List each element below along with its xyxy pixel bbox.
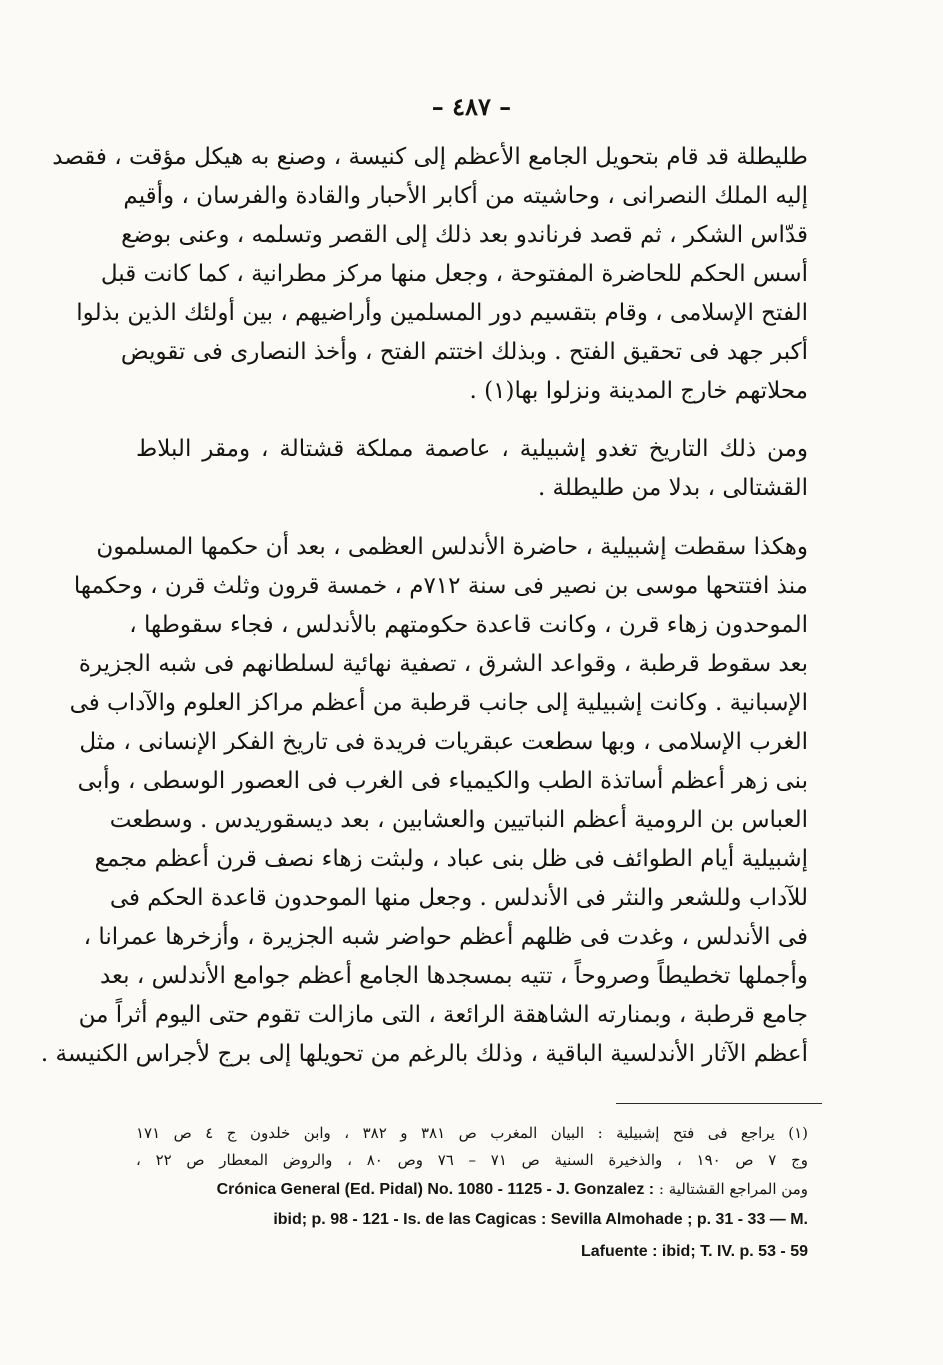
paragraph-1	[52, 138, 808, 411]
footnote-line: Lafuente : ibid; T. IV. p. 53 - 59	[580, 1243, 808, 1260]
footnote-arabic-text: ومن المراجع القشتالية :	[658, 1180, 808, 1198]
footnote-line: وج ٧ ص ١٩٠ ، والذخيرة السنية ص ٧١ – ٧٦ وص ٨٠ ، والروض المعطار ص ٢٢ ،	[136, 1151, 809, 1169]
footnotes	[136, 1120, 808, 1268]
text-line: أكبر جهد فى تحقيق الفتح . وبذلك اختتم الفتح ، وأخذ النصارى فى تقويض	[120, 339, 808, 365]
footnote-line: ibid; p. 98 - 121 - Is. de las Cagicas : Sevilla Almohade ; p. 31 - 33 — M.	[273, 1211, 808, 1228]
text-line: منذ افتتحها موسى بن نصير فى سنة ٧١٢م ، خمسة قرون وثلث قرن ، وحكمها	[73, 573, 808, 599]
footnote-line	[136, 1174, 808, 1204]
text-line: بنى زهر أعظم أساتذة الطب والكيمياء فى الغرب فى العصور الوسطى ، وأبى	[77, 768, 808, 794]
text-line: ومن ذلك التاريخ تغدو إشبيلية ، عاصمة مملكة قشتالة ، ومقر البلاط	[136, 436, 808, 462]
text-line: القشتالى ، بدلا من طليطلة .	[537, 475, 808, 501]
text-line: إليه الملك النصرانى ، وحاشيته من أكابر الأحبار والقادة والفرسان ، وأقيم	[123, 183, 808, 209]
text-line: إشبيلية أيام الطوائف فى ظل بنى عباد ، ولبثت زهاء نصف قرن أعظم مجمع	[94, 846, 808, 872]
footnote-divider	[616, 1103, 822, 1104]
text-line: الموحدون زهاء قرن ، وكانت قاعدة حكومتهم بالأندلس ، فجاء سقوطها ،	[129, 612, 808, 638]
paragraph-3	[40, 528, 808, 1074]
text-line: جامع قرطبة ، وبمنارته الشاهقة الرائعة ، التى مازالت تقوم حتى اليوم أثراً من	[78, 1002, 808, 1028]
footnote-line: (١) يراجع فى فتح إشبيلية : البيان المغرب ص ٣٨١ و ٣٨٢ ، وابن خلدون ج ٤ ص ١٧١	[136, 1124, 809, 1142]
footnote-latin-text: Crónica General (Ed. Pidal) No. 1080 - 1125 - J. Gonzalez :	[216, 1181, 655, 1198]
text-line: فى الأندلس ، وغدت فى ظلهم أعظم حواضر شبه الجزيرة ، وأزخرها عمرانا ،	[83, 924, 808, 950]
text-line: قدّاس الشكر ، ثم قصد فرناندو بعد ذلك إلى القصر وتسلمه ، وعنى بوضع	[121, 222, 808, 248]
text-line: الفتح الإسلامى ، وقام بتقسيم دور المسلمين وأراضيهم ، بين أولئك الذين بذلوا	[76, 300, 808, 326]
text-line: بعد سقوط قرطبة ، وقواعد الشرق ، تصفية نهائية لسلطانهم فى شبه الجزيرة	[78, 651, 808, 677]
text-line: العباس بن الرومية أعظم النباتيين والعشابين ، بعد ديسقوريدس . وسطعت	[109, 807, 808, 833]
text-line: وأجملها تخطيطاً وصروحاً ، تتيه بمسجدها الجامع أعظم جوامع الأندلس ، بعد	[99, 963, 808, 989]
text-line: وهكذا سقطت إشبيلية ، حاضرة الأندلس العظمى ، بعد أن حكمها المسلمون	[96, 534, 808, 560]
text-line: للآداب وللشعر والنثر فى الأندلس . وجعل منها الموحدون قاعدة الحكم فى	[109, 885, 808, 911]
text-line: أعظم الآثار الأندلسية الباقية ، وذلك بالرغم من تحويلها إلى برج لأجراس الكنيسة .	[40, 1041, 808, 1067]
text-line: محلاتهم خارج المدينة ونزلوا بها(١) .	[469, 378, 808, 404]
text-line: طليطلة قد قام بتحويل الجامع الأعظم إلى كنيسة ، وصنع به هيكل مؤقت ، فقصد	[52, 144, 808, 170]
text-line: الإسبانية . وكانت إشبيلية إلى جانب قرطبة من أعظم مراكز العلوم والآداب فى	[69, 690, 808, 716]
page-number: – ٤٨٧ –	[431, 92, 512, 121]
text-line: أسس الحكم للحاضرة المفتوحة ، وجعل منها مركز مطرانية ، كما كانت قبل	[100, 261, 808, 287]
text-line: الغرب الإسلامى ، وبها سطعت عبقريات فريدة فى تاريخ الفكر الإنسانى ، مثل	[79, 729, 808, 755]
paragraph-2	[136, 430, 808, 508]
